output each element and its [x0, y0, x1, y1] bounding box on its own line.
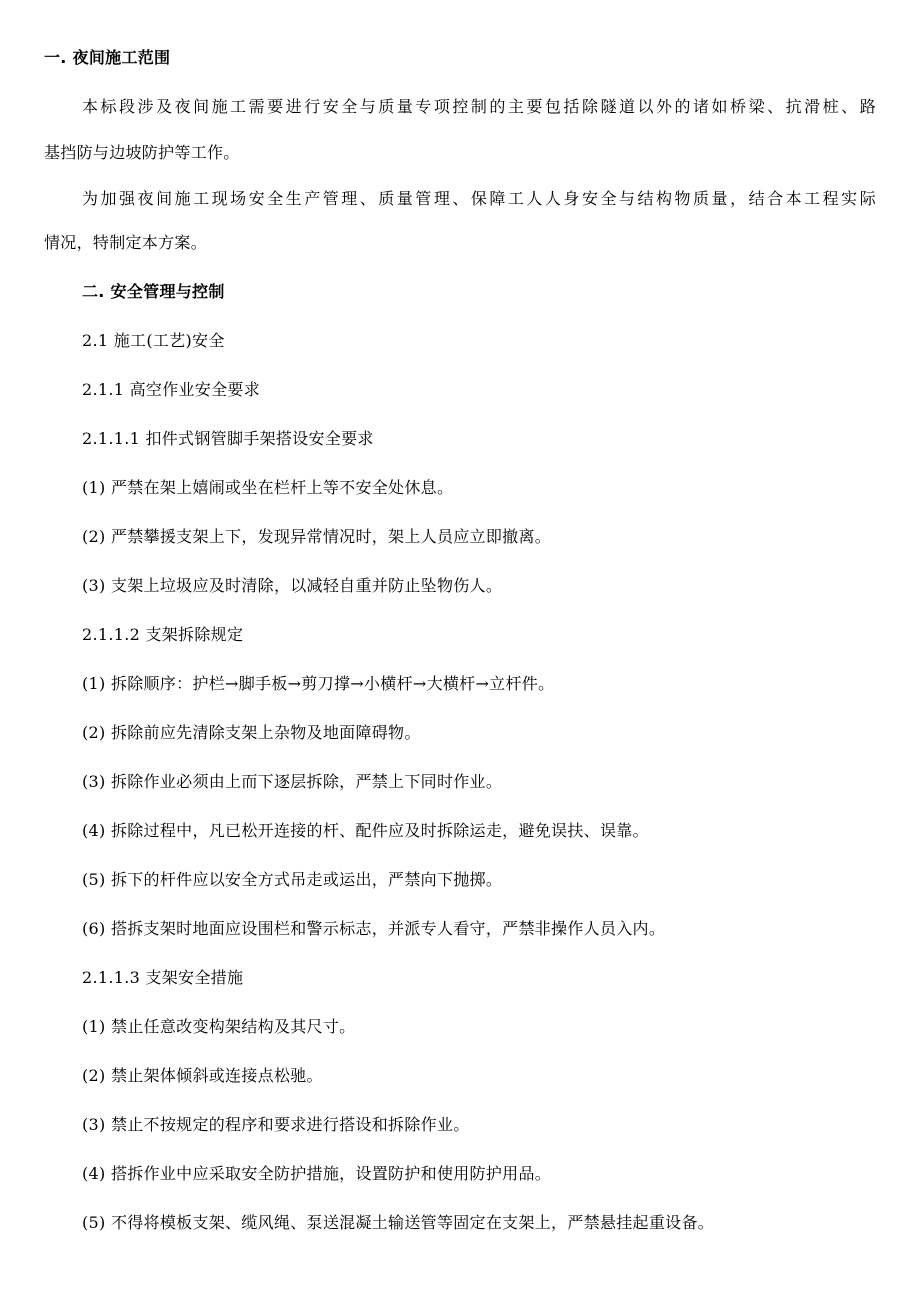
subheading-2-1: 2.1 施工(工艺)安全 [82, 331, 225, 350]
list-item: (2) 禁止架体倾斜或连接点松驰。 [82, 1066, 323, 1085]
list-item: (5) 不得将模板支架、缆风绳、泵送混凝土输送管等固定在支架上，严禁悬挂起重设备。 [82, 1213, 715, 1232]
list-item: (1) 严禁在架上嬉闹或坐在栏杆上等不安全处休息。 [82, 478, 454, 497]
paragraph-1-line-2: 基挡防与边坡防护等工作。 [44, 143, 240, 162]
subheading-2-1-1-1: 2.1.1.1 扣件式钢管脚手架搭设安全要求 [82, 429, 374, 448]
list-item: (2) 拆除前应先清除支架上杂物及地面障碍物。 [82, 723, 421, 742]
list-item: (3) 禁止不按规定的程序和要求进行搭设和拆除作业。 [82, 1115, 470, 1134]
list-item: (4) 搭拆作业中应采取安全防护措施，设置防护和使用防护用品。 [82, 1164, 552, 1183]
list-item: (5) 拆下的杆件应以安全方式吊走或运出，严禁向下抛掷。 [82, 870, 503, 889]
list-item: (6) 搭拆支架时地面应设围栏和警示标志，并派专人看守，严禁非操作人员入内。 [82, 919, 666, 938]
list-item: (3) 拆除作业必须由上而下逐层拆除，严禁上下同时作业。 [82, 772, 503, 791]
list-item: (3) 支架上垃圾应及时清除，以减轻自重并防止坠物伤人。 [82, 576, 503, 595]
subheading-2-1-1-3: 2.1.1.3 支架安全措施 [82, 968, 244, 987]
section-heading-1: 一. 夜间施工范围 [44, 48, 171, 67]
subheading-2-1-1-2: 2.1.1.2 支架拆除规定 [82, 625, 244, 644]
paragraph-1-line-1: 本标段涉及夜间施工需要进行安全与质量专项控制的主要包括除隧道以外的诸如桥梁、抗滑桩、路 [82, 97, 876, 116]
list-item: (4) 拆除过程中，凡已松开连接的杆、配件应及时拆除运走，避免误扶、误靠。 [82, 821, 649, 840]
list-item: (1) 禁止任意改变构架结构及其尺寸。 [82, 1017, 356, 1036]
paragraph-2-line-2: 情况，特制定本方案。 [44, 233, 208, 252]
subheading-2-1-1: 2.1.1 高空作业安全要求 [82, 380, 260, 399]
paragraph-2-line-1: 为加强夜间施工现场安全生产管理、质量管理、保障工人人身安全与结构物质量，结合本工程实际 [82, 189, 876, 208]
list-item: (1) 拆除顺序：护栏→脚手板→剪刀撑→小横杆→大横杆→立杆件。 [82, 674, 555, 693]
list-item: (2) 严禁攀援支架上下，发现异常情况时，架上人员应立即撤离。 [82, 527, 552, 546]
section-heading-2: 二. 安全管理与控制 [82, 282, 225, 301]
